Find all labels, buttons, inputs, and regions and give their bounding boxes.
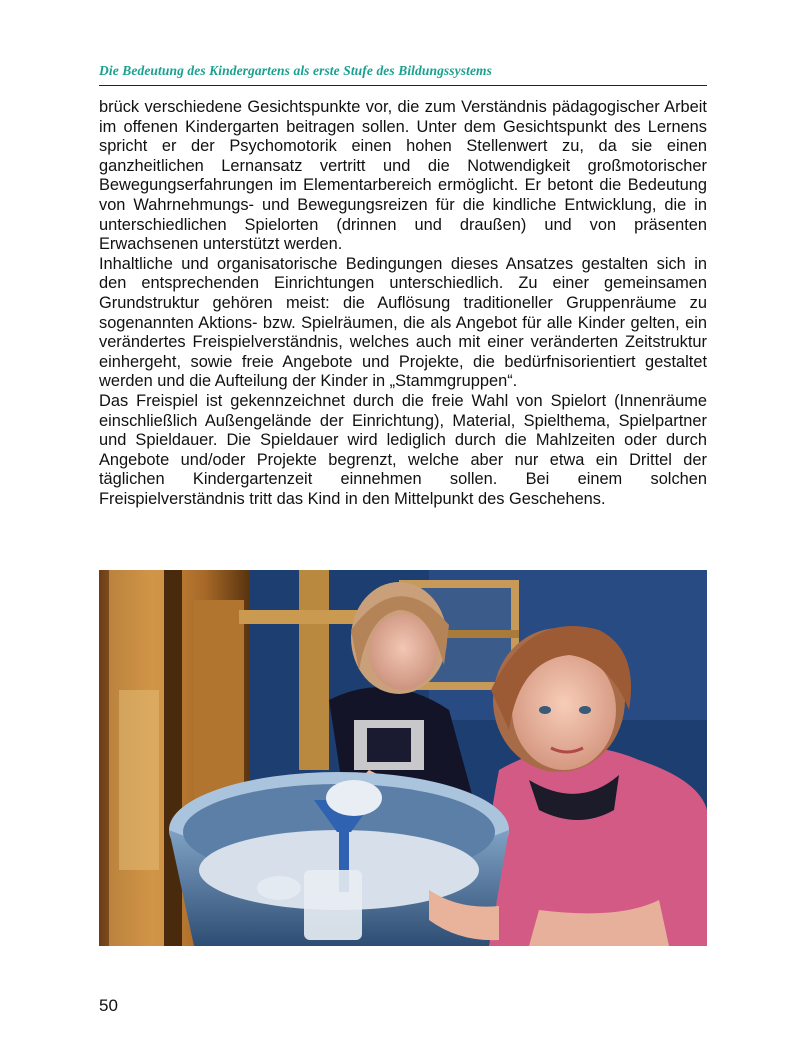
body-text: [99, 98, 707, 509]
paragraph-2: Inhaltliche und organisatorische Bedingungen dieses Ansatzes gestalten sich in den entsprechenden Einrichtungen unterschiedlich. Zu einer gemeinsamen Grundstruktur gehören meist: die Auflösung traditioneller Gruppenräume zu sogenannten Aktions- bzw. Spielräumen, die als Angebot für alle Kinder gelten, ein verändertes Freispielverständnis, welches auch mit einer veränderten Zeitstruktur einhergeht, sowie freie Angebote und Projekte, die bedürfnisorientiert gestaltet werden und die Aufteilung der Kinder in „Stammgruppen“.: [99, 254, 707, 391]
children-playing-photo: [99, 570, 707, 946]
paragraph-1: brück verschiedene Gesichtspunkte vor, die zum Verständnis pädagogischer Arbeit im offenen Kindergarten beitragen sollen. Unter dem Gesichtspunkt des Lernens spricht er der Psychomotorik einen hohen Stellenwert zu, da sie einen ganzheitlichen Lernansatz vertritt und die Notwendigkeit großmotorischer Bewegungserfahrungen im Elementarbereich ermöglicht. Er betont die Bedeutung von Wahrnehmungs- und Bewegungsreizen für die kindliche Entwicklung, die in unterschiedlichen Spielorten (drinnen und draußen) und von präsenten Erwachsenen unterstützt werden.: [99, 98, 707, 254]
running-title: Die Bedeutung des Kindergartens als erste Stufe des Bildungssystems: [99, 63, 492, 78]
header-rule: [99, 85, 707, 86]
paragraph-3: Das Freispiel ist gekennzeichnet durch die freie Wahl von Spielort (Innenräume einschließlich Außengelände der Einrichtung), Material, Spielthema, Spielpartner und Spieldauer. Die Spieldauer wird lediglich durch die Mahlzeiten oder durch Angebote und/oder Projekte begrenzt, welche aber nur etwa ein Drittel der täglichen Kindergartenzeit einnehmen sollen. Bei einem solchen Freispielverständnis tritt das Kind in den Mittelpunkt des Geschehens.: [99, 391, 707, 508]
page-number: 50: [99, 996, 118, 1015]
